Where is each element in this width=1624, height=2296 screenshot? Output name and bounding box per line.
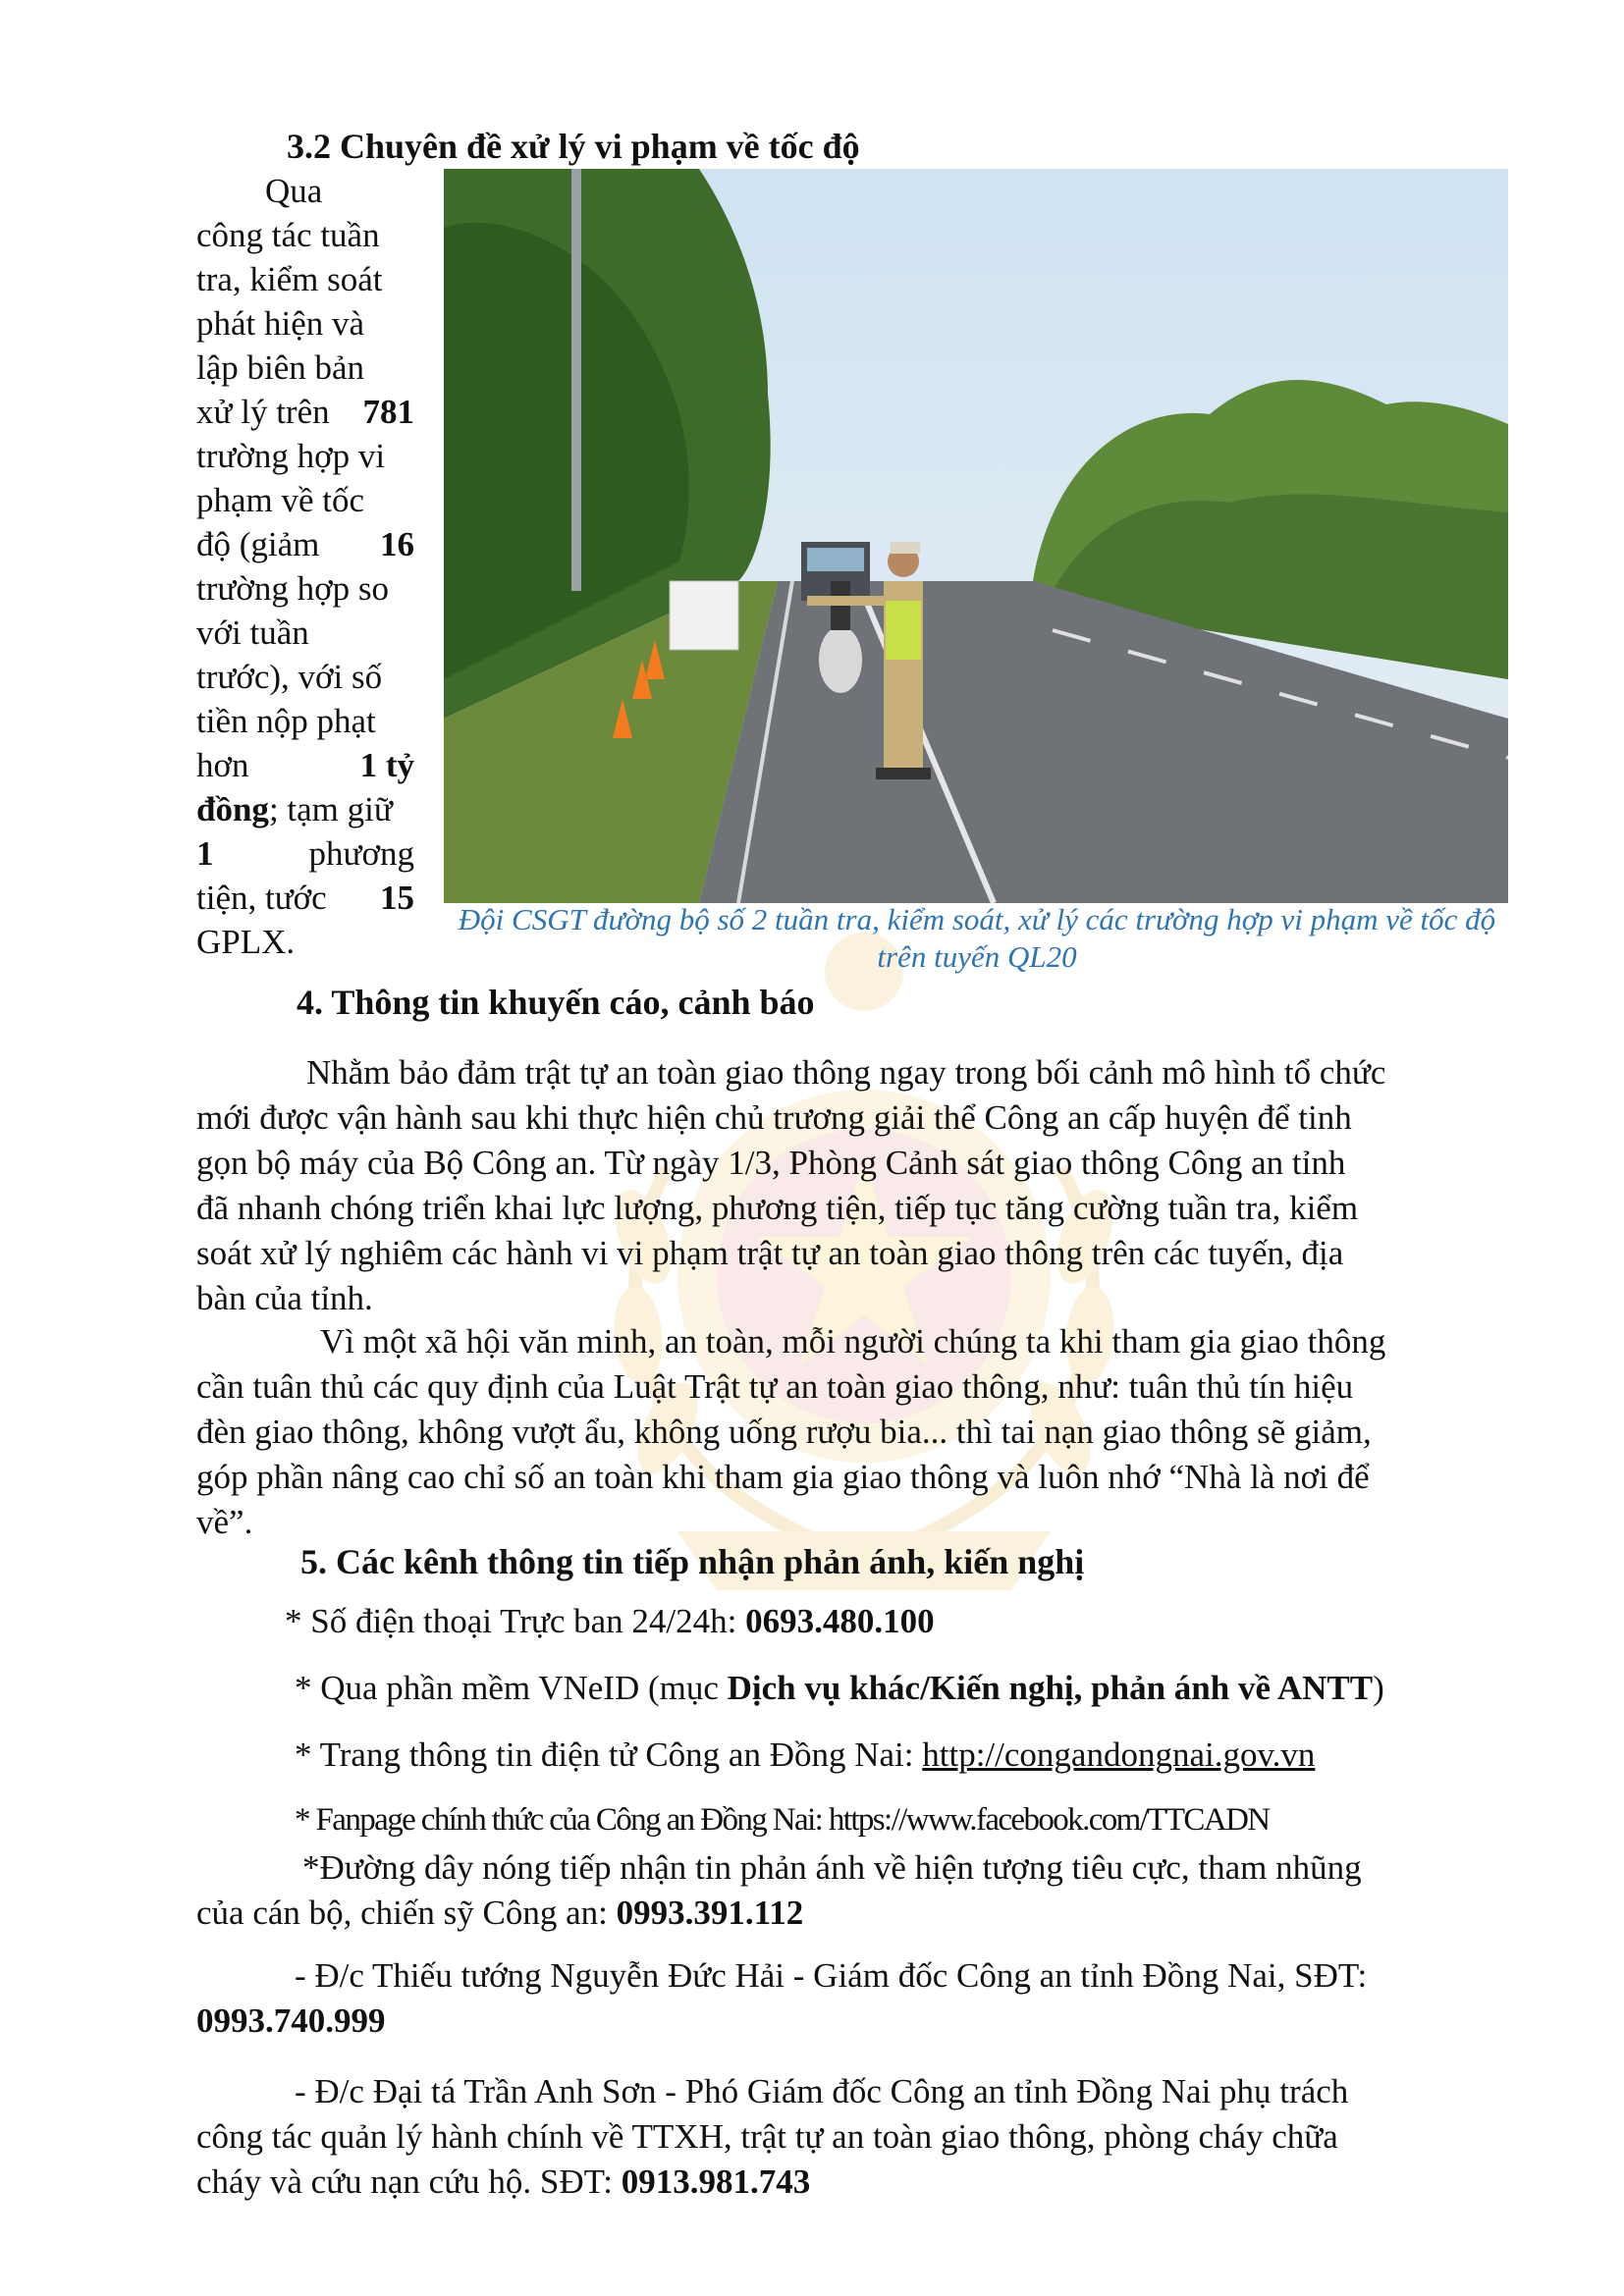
license-count: 15: [380, 879, 414, 917]
text-line: Qua: [265, 172, 323, 210]
text-line: phát hiện và: [196, 304, 365, 343]
website-link[interactable]: http://congandongnai.gov.vn: [922, 1735, 1316, 1774]
section-4-paragraph-2: Vì một xã hội văn minh, an toàn, mỗi người chúng ta khi tham gia giao thông cần tuân thủ các quy định của Luật Trật tự an toàn giao thông, như: tuân thủ tín hiệu đèn giao thông, không vượt ẩu, không uống rượu bia... thì tai nạn giao thông sẽ giảm, góp phần nâng cao chỉ số an toàn khi tham gia giao thông và luôn nhớ “Nhà là nơi để về”.: [196, 1322, 1386, 1541]
corruption-phone: 0993.391.112: [616, 1894, 804, 1932]
hotline-line: * Số điện thoại Trực ban 24/24h: 0693.480.100: [285, 1602, 935, 1640]
deputy-phone: 0913.981.743: [621, 2163, 811, 2201]
hotline-number: 0693.480.100: [745, 1602, 935, 1640]
deputy-contact: - Đ/c Đại tá Trần Anh Sơn - Phó Giám đốc Công an tỉnh Đồng Nai phụ trách công tác quản lý hành chính về TTXH, trật tự an toàn giao thông, phòng cháy chữa cháy và cứu nạn cứu hộ. SĐT: 0913.981.743: [196, 2072, 1349, 2201]
patrol-photo: [444, 169, 1508, 903]
section-3-2-heading: 3.2 Chuyên đề xử lý vi phạm về tốc độ: [287, 127, 860, 166]
decrease-count: 16: [380, 525, 414, 563]
vneid-line: * Qua phần mềm VNeID (mục Dịch vụ khác/Kiến nghị, phản ánh về ANTT): [295, 1669, 1384, 1707]
text-line: phạm về tốc: [196, 481, 365, 519]
director-contact: - Đ/c Thiếu tướng Nguyễn Đức Hải - Giám đốc Công an tỉnh Đồng Nai, SĐT: 0993.740.999: [196, 1953, 1512, 2044]
text-line: trước), với số: [196, 658, 383, 696]
photo-caption: Đội CSGT đường bộ số 2 tuần tra, kiểm soát, xử lý các trường hợp vi phạm về tốc độ trên tuyến QL20: [458, 902, 1496, 974]
website-line: * Trang thông tin điện tử Công an Đồng Nai: http://congandongnai.gov.vn: [295, 1735, 1316, 1774]
text-line: đồng; tạm giữ: [196, 790, 393, 828]
violation-count: 781: [362, 393, 414, 431]
text-line: lập biên bản: [196, 348, 365, 387]
text-line: trường hợp so: [196, 569, 389, 608]
speed-violation-text: [196, 169, 414, 964]
text-line: GPLX.: [196, 923, 296, 961]
section-5-heading: 5. Các kênh thông tin tiếp nhận phản ánh, kiến nghị: [300, 1542, 1085, 1581]
corruption-hotline: *Đường dây nóng tiếp nhận tin phản ánh về hiện tượng tiêu cực, tham nhũng của cán bộ, chiến sỹ Công an: 0993.391.112: [196, 1848, 1362, 1932]
text-line: trường hợp vi: [196, 437, 386, 475]
text-line: hơn 1 tỷ: [196, 743, 414, 787]
text-line: tiền nộp phạt: [196, 702, 376, 740]
text-line: 1 phương: [196, 834, 414, 873]
section-4-heading: 4. Thông tin khuyến cáo, cảnh báo: [297, 983, 815, 1022]
text-line: với tuần: [196, 614, 309, 652]
fanpage-line: * Fanpage chính thức của Công an Đồng Nai: https://www.facebook.com/TTCADN: [295, 1802, 1270, 1838]
director-phone: 0993.740.999: [196, 2002, 386, 2040]
fine-amount: 1 tỷ: [359, 746, 414, 784]
section-4-paragraph-1: Nhằm bảo đảm trật tự an toàn giao thông ngay trong bối cảnh mô hình tổ chức mới được vận hành sau khi thực hiện chủ trương giải thể Công an cấp huyện để tinh gọn bộ máy của Bộ Công an. Từ ngày 1/3, Phòng Cảnh sát giao thông Công an tỉnh đã nhanh chóng triển khai lực lượng, phương tiện, tiếp tục tăng cường tuần tra, kiểm soát xử lý nghiêm các hành vi vi phạm trật tự an toàn giao thông trên các tuyến, địa bàn của tỉnh.: [196, 1053, 1386, 1317]
text-line: xử lý trên 781: [196, 390, 414, 434]
text-line: độ (giảm 16: [196, 522, 414, 566]
text-line: công tác tuần: [196, 216, 380, 254]
text-line: tra, kiểm soát: [196, 260, 383, 298]
text-line: tiện, tước 15: [196, 876, 414, 920]
